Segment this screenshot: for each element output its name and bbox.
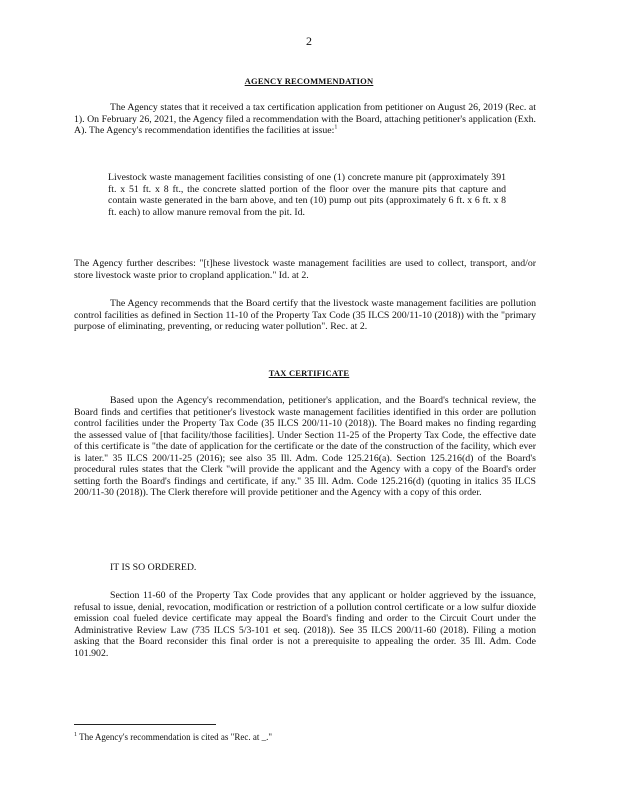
paragraph-appeal-rights: Section 11-60 of the Property Tax Code provides that any applicant or holder aggrieved by the issuance, refusal to issue, denial, revocation, modification or restriction of a pollution control certificate or a low sulfur dioxide emission coal fueled device certificate may appeal the Board's finding and order to the Circuit Court under the Administrative Review Law (735 ILCS 5/3-101 et seq. (2018)). See 35 ILCS 200/11-60 (2018). Filing a motion asking that the Board reconsider this final order is not a prerequisite to appealing the order. 35 Ill. Adm. Code 101.902.	[74, 590, 536, 659]
page-number: 2	[306, 34, 312, 48]
paragraph-agency-statement-text: The Agency states that it received a tax certification application from petitioner on August 26, 2019 (Rec. at 1). On February 26, 2021, the Agency filed a recommendation with the Board, attaching petitioner's application (Exh. A). The Agency's recommendation identifies the facilities at issue:	[74, 102, 536, 136]
agency-recommendation-heading: AGENCY RECOMMENDATION	[244, 76, 374, 86]
paragraph-agency-recommends: The Agency recommends that the Board certify that the livestock waste management facilities are pollution control facilities as defined in Section 11-10 of the Property Tax Code (35 ILCS 200/11-10 (2018)) with the "primary purpose of eliminating, preventing, or reducing water pollution". Rec. at 2.	[74, 298, 536, 332]
paragraph-agency-describes: The Agency further describes: "[t]hese livestock waste management facilities are used to collect, transport, and/or store livestock waste prior to cropland application." Id. at 2.	[74, 258, 536, 281]
footnote-divider	[74, 724, 216, 725]
tax-certificate-heading: TAX CERTIFICATE	[268, 368, 350, 378]
paragraph-agency-statement	[74, 102, 536, 137]
so-ordered-text: IT IS SO ORDERED.	[110, 562, 197, 573]
footnote-text: The Agency's recommendation is cited as "Rec. at _."	[79, 732, 273, 742]
footnote-ref: 1	[334, 124, 338, 131]
facility-description-quote: Livestock waste management facilities consisting of one (1) concrete manure pit (approximately 391 ft. x 51 ft. x 8 ft., the concrete slatted portion of the floor over the manure pits that capture and contain waste generated in the barn above, and ten (10) pump out pits (approximately 6 ft. x 6 ft. x 8 ft. each) to allow manure removal from the pit. Id.	[108, 172, 506, 218]
paragraph-tax-certificate: Based upon the Agency's recommendation, petitioner's application, and the Board's technical review, the Board finds and certifies that petitioner's livestock waste management facilities identified in this order are pollution control facilities under the Property Tax Code (35 ILCS 200/11-10 (2018)). The Board makes no finding regarding the assessed value of [that facility/those facilities]. Under Section 11-25 of the Property Tax Code, the effective date of this certificate is "the date of application for the certificate or the date of the construction of the facility, which ever is later." 35 ILCS 200/11-25 (2016); see also 35 Ill. Adm. Code 125.216(a). Section 125.216(d) of the Board's procedural rules states that the Clerk "will provide the applicant and the Agency with a copy of the Board's order setting forth the Board's findings and certificate, if any." 35 Ill. Adm. Code 125.216(d) (quoting in italics 35 ILCS 200/11-30 (2018)). The Clerk therefore will provide petitioner and the Agency with a copy of this order.	[74, 395, 536, 498]
footnote	[74, 732, 272, 742]
footnote-marker: 1	[74, 732, 77, 738]
